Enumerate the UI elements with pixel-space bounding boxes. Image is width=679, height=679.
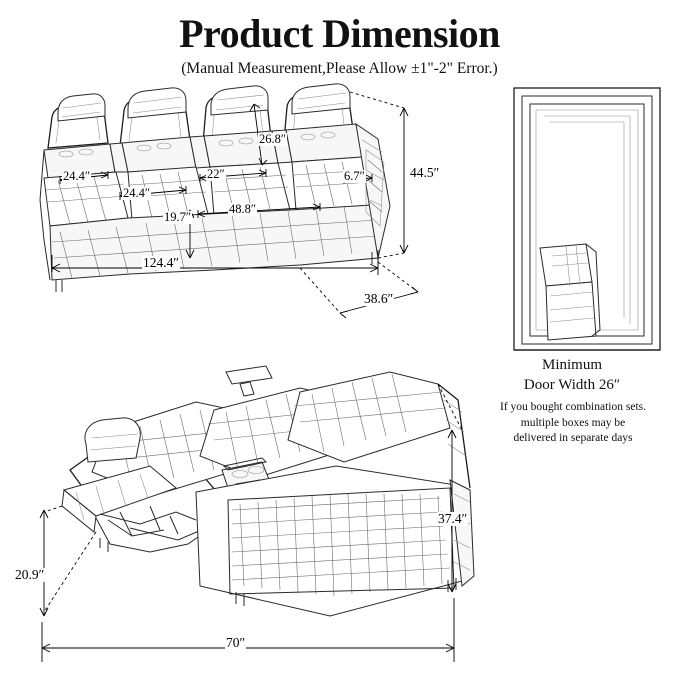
door-caption-line2: Door Width 26″ — [523, 377, 621, 394]
label-seat-width-1: 24.4″ — [63, 169, 91, 183]
door-note-line3: delivered in separate days — [513, 432, 633, 445]
door-note — [474, 400, 672, 447]
label-reclined-depth: 70″ — [226, 635, 246, 650]
sofa-reclined-illustration — [62, 366, 474, 616]
label-overall-width: 124.4″ — [143, 255, 179, 270]
sofa-front-illustration — [40, 84, 390, 292]
label-seat-width-3: 22″ — [207, 167, 225, 181]
label-seat-width-2: 24.4″ — [123, 186, 151, 200]
page-subtitle: (Manual Measurement,Please Allow ±1"-2" Error.) — [181, 60, 498, 77]
label-seat-depth-span: 48.8″ — [229, 202, 257, 216]
door-note-line1: If you bought combination sets. — [500, 401, 646, 413]
door-note-line2: multiple boxes may be — [520, 416, 626, 429]
page-title: Product Dimension — [179, 11, 500, 56]
door-caption — [472, 355, 672, 396]
label-overall-height: 44.5″ — [410, 165, 440, 180]
door-caption-line1: Minimum — [541, 357, 602, 373]
label-back-height: 26.8″ — [259, 132, 287, 146]
label-reclined-height: 37.4″ — [438, 511, 468, 526]
label-seat-height: 19.7″ — [164, 210, 192, 224]
doorway-illustration — [514, 88, 660, 350]
label-console-width: 6.7″ — [344, 169, 365, 183]
label-footrest-height: 20.9″ — [15, 567, 45, 582]
label-depth: 38.6″ — [364, 291, 394, 306]
